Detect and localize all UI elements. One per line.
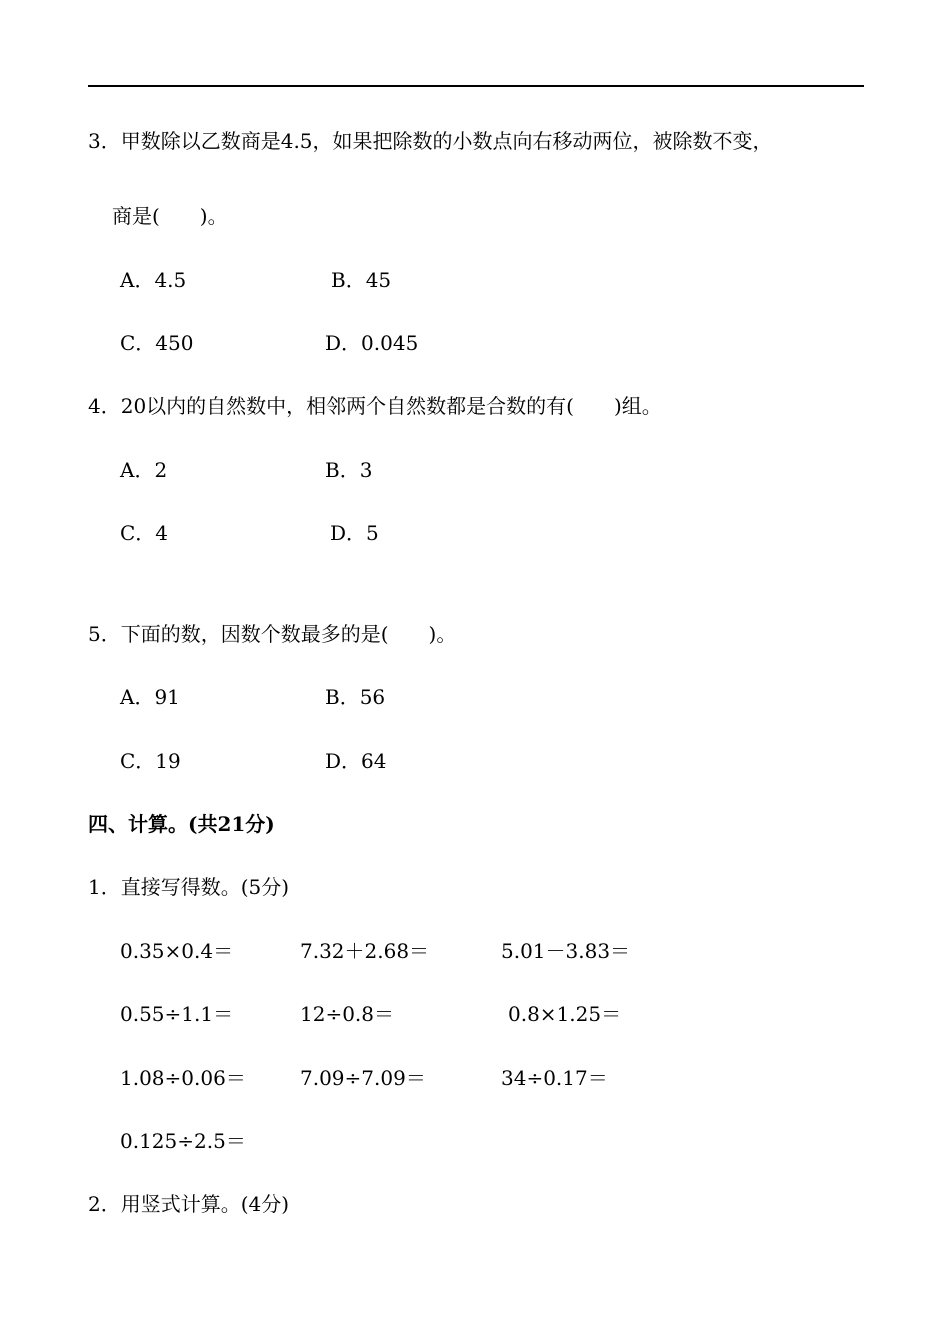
q4-option-c: C．4 bbox=[120, 521, 169, 545]
q3-option-d: D．0.045 bbox=[325, 331, 419, 355]
calc-item: 0.35×0.4＝ bbox=[120, 939, 234, 963]
q3-option-b: B．45 bbox=[331, 268, 392, 292]
calc-item: 7.09÷7.09＝ bbox=[300, 1066, 426, 1090]
calc-item: 12÷0.8＝ bbox=[300, 1002, 395, 1026]
q5-option-c: C．19 bbox=[120, 749, 181, 773]
q4-option-d: D．5 bbox=[330, 521, 379, 545]
q3-option-a: A．4.5 bbox=[120, 268, 187, 292]
q4-option-a: A．2 bbox=[120, 458, 168, 482]
calc2-title: 2．用竖式计算。(4分) bbox=[88, 1192, 290, 1216]
section-title: 四、计算。(共21分) bbox=[88, 812, 275, 836]
q3-option-c: C．450 bbox=[120, 331, 194, 355]
calc-item: 34÷0.17＝ bbox=[501, 1066, 608, 1090]
q4-text: 4．20以内的自然数中，相邻两个自然数都是合数的有( )组。 bbox=[88, 394, 662, 418]
calc1-title: 1．直接写得数。(5分) bbox=[88, 875, 290, 899]
calc-item: 7.32＋2.68＝ bbox=[300, 939, 430, 963]
q4-option-b: B．3 bbox=[325, 458, 373, 482]
header-rule bbox=[88, 85, 864, 87]
q5-text: 5．下面的数，因数个数最多的是( )。 bbox=[88, 622, 457, 646]
q5-option-b: B．56 bbox=[325, 685, 386, 709]
calc-item: 0.8×1.25＝ bbox=[508, 1002, 622, 1026]
q3-text-line2: 商是( )。 bbox=[112, 204, 228, 228]
calc-item: 1.08÷0.06＝ bbox=[120, 1066, 246, 1090]
q5-option-d: D．64 bbox=[325, 749, 387, 773]
q3-text-line1: 3．甲数除以乙数商是4.5，如果把除数的小数点向右移动两位，被除数不变， bbox=[88, 129, 773, 153]
calc-item: 5.01－3.83＝ bbox=[501, 939, 631, 963]
calc-item: 0.55÷1.1＝ bbox=[120, 1002, 234, 1026]
calc-item: 0.125÷2.5＝ bbox=[120, 1129, 246, 1153]
q5-option-a: A．91 bbox=[120, 685, 180, 709]
